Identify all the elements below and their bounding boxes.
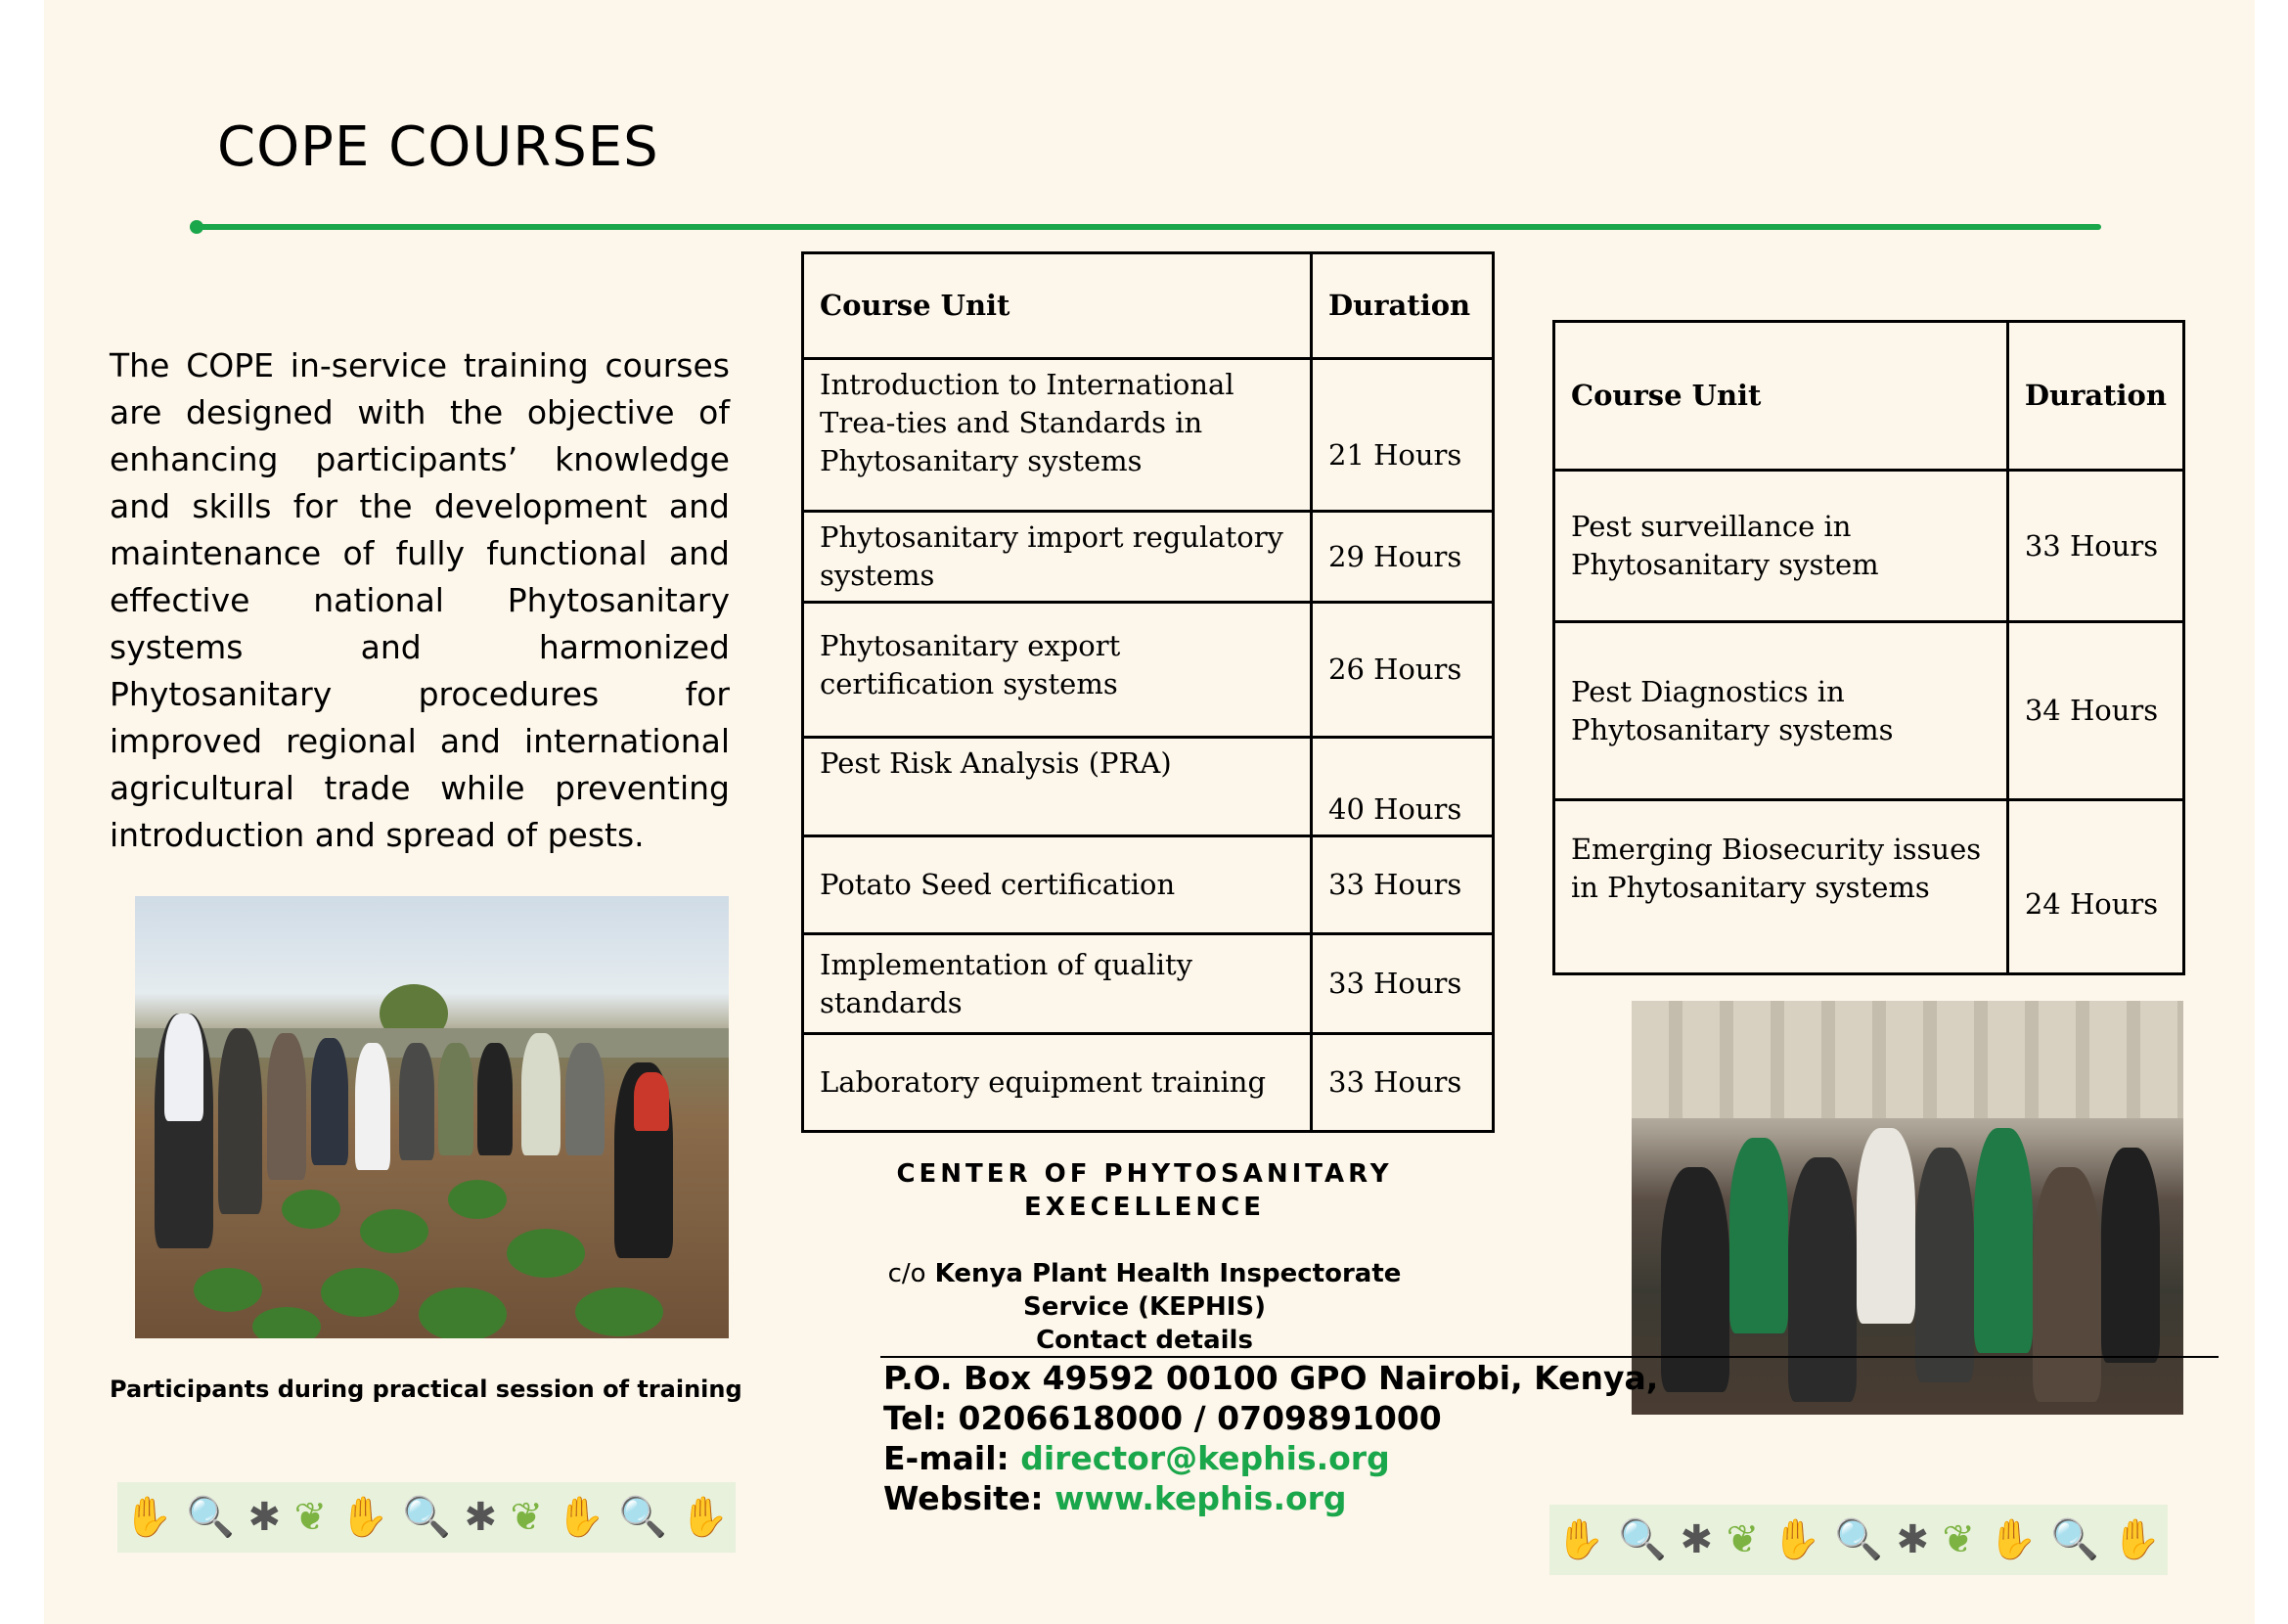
duration-cell: 34 Hours — [2007, 622, 2183, 800]
magnifier-icon: 🔍 — [186, 1495, 235, 1540]
table-row — [803, 512, 1494, 603]
course-unit-cell: Emerging Biosecurity issues in Phytosanitary systems — [1554, 800, 2008, 974]
duration-cell: 33 Hours — [1312, 836, 1494, 934]
hand-icon: ✋ — [1988, 1517, 2038, 1562]
website-link[interactable]: www.kephis.org — [1054, 1479, 1347, 1517]
table-row — [803, 1034, 1494, 1132]
care-of-symbol: c/o — [887, 1259, 926, 1288]
hand-icon: ✋ — [1772, 1517, 1821, 1562]
course-table-1 — [801, 251, 1495, 1133]
duration-cell: 26 Hours — [1312, 603, 1494, 738]
email-line — [883, 1438, 1658, 1478]
course-unit-cell: Pest Diagnostics in Phytosanitary systems — [1554, 622, 2008, 800]
magnifier-icon: 🔍 — [617, 1495, 667, 1540]
hand-icon: ✋ — [123, 1495, 173, 1540]
insect-icon: ✱ — [1896, 1517, 1929, 1562]
table-row — [803, 359, 1494, 512]
org-spacer — [851, 1224, 1438, 1257]
duration-cell: 33 Hours — [2007, 471, 2183, 622]
lab-training-photo — [1632, 1001, 2183, 1415]
magnifier-icon: 🔍 — [2049, 1517, 2099, 1562]
course-unit-cell: Pest Risk Analysis (PRA) — [803, 738, 1312, 836]
table-row — [803, 738, 1494, 836]
magnifier-icon: 🔍 — [402, 1495, 451, 1540]
insect-icon: ✱ — [247, 1495, 282, 1540]
postal-address: P.O. Box 49592 00100 GPO Nairobi, Kenya, — [883, 1359, 1659, 1397]
magnifier-icon: 🔍 — [1618, 1517, 1667, 1562]
duration-cell: 21 Hours — [1312, 359, 1494, 512]
table-row — [1554, 800, 2184, 974]
leaf-icon: ❦ — [1726, 1517, 1760, 1562]
hand-icon: ✋ — [556, 1495, 606, 1540]
duration-cell: 40 Hours — [1312, 738, 1494, 836]
photo-caption: Participants during practical session of training — [110, 1376, 742, 1403]
leaf-icon: ❦ — [293, 1495, 328, 1540]
hand-icon: ✋ — [2112, 1517, 2162, 1562]
header-duration: Duration — [2007, 322, 2183, 471]
table-header-row — [1554, 322, 2184, 471]
table-row — [1554, 622, 2184, 800]
header-duration: Duration — [1312, 253, 1494, 359]
decorative-banner-right — [1549, 1505, 2168, 1575]
duration-cell: 33 Hours — [1312, 934, 1494, 1034]
table-row — [803, 603, 1494, 738]
course-unit-cell: Phytosanitary import regulatory systems — [803, 512, 1312, 603]
email-link[interactable]: director@kephis.org — [1020, 1439, 1390, 1477]
leaf-icon: ❦ — [1942, 1517, 1976, 1562]
table-header-row — [803, 253, 1494, 359]
header-course-unit: Course Unit — [803, 253, 1312, 359]
hand-icon: ✋ — [680, 1495, 730, 1540]
field-training-photo — [135, 896, 729, 1338]
email-label: E-mail: — [883, 1439, 1009, 1477]
magnifier-icon: 🔍 — [1834, 1517, 1883, 1562]
org-name-line2: EXECELLENCE — [1024, 1193, 1265, 1222]
table-row — [803, 836, 1494, 934]
org-parent-line — [851, 1257, 1438, 1290]
duration-cell: 29 Hours — [1312, 512, 1494, 603]
telephone: Tel: 0206618000 / 0709891000 — [883, 1399, 1442, 1437]
intro-paragraph: The COPE in-service training courses are designed with the objective of enhancing participants’ knowledge and skills for the development and maintenance of fully functional and effective national Phytosanitary systems and harmonized Phytosanitary procedures for improved regional and international agricultural trade while preventing introduction and spread of pests. — [110, 346, 730, 854]
contact-details-heading: Contact details — [1036, 1326, 1253, 1355]
table-row — [1554, 471, 2184, 622]
insect-icon: ✱ — [1680, 1517, 1714, 1562]
website-line — [883, 1478, 1658, 1518]
course-unit-cell: Potato Seed certification — [803, 836, 1312, 934]
header-course-unit: Course Unit — [1554, 322, 2008, 471]
course-unit-cell: Introduction to International Trea-ties and Standards in Phytosanitary systems — [803, 359, 1312, 512]
title-rule — [194, 224, 2101, 230]
course-unit-cell: Pest surveillance in Phytosanitary system — [1554, 471, 2008, 622]
website-label: Website: — [883, 1479, 1044, 1517]
hand-icon: ✋ — [339, 1495, 389, 1540]
hand-icon: ✋ — [1555, 1517, 1605, 1562]
course-unit-cell: Implementation of quality standards — [803, 934, 1312, 1034]
page-title: COPE COURSES — [217, 115, 659, 179]
org-name-line1: CENTER OF PHYTOSANITARY — [896, 1159, 1393, 1189]
leaf-icon: ❦ — [510, 1495, 544, 1540]
course-table-2 — [1552, 320, 2185, 975]
duration-cell: 24 Hours — [2007, 800, 2183, 974]
course-unit-cell: Phytosanitary export certification systems — [803, 603, 1312, 738]
course-unit-cell: Laboratory equipment training — [803, 1034, 1312, 1132]
org-parent-line2: Service (KEPHIS) — [1022, 1292, 1267, 1322]
table-row — [803, 934, 1494, 1034]
org-parent-name: Kenya Plant Health Inspectorate — [934, 1259, 1402, 1288]
insect-icon: ✱ — [464, 1495, 497, 1540]
contact-block — [883, 1358, 1658, 1518]
duration-cell: 33 Hours — [1312, 1034, 1494, 1132]
organization-block — [851, 1157, 1438, 1357]
decorative-banner-left — [117, 1482, 736, 1553]
